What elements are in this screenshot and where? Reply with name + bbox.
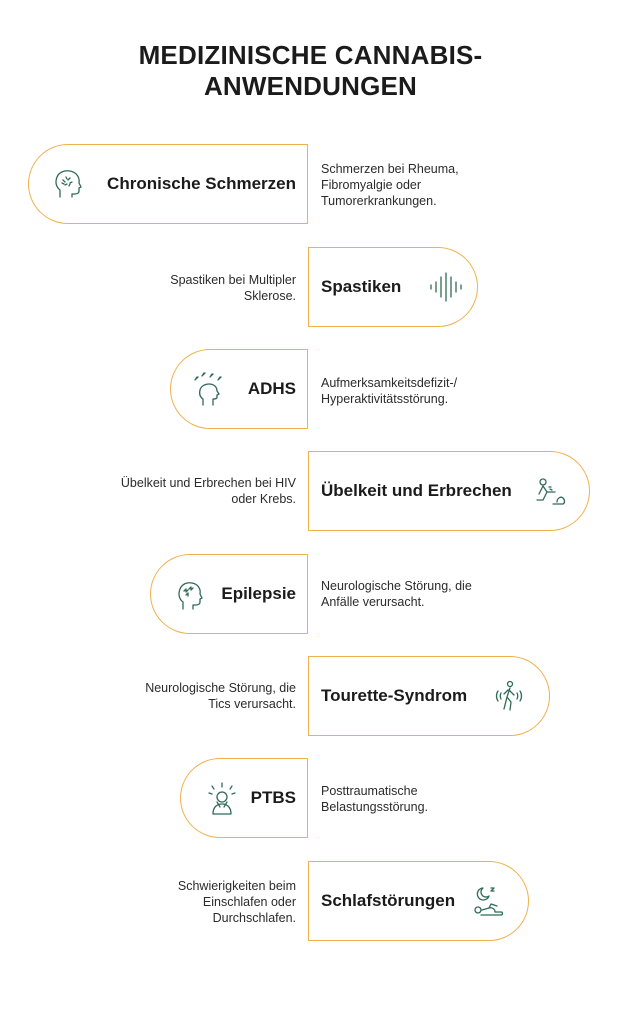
brain-head-icon — [51, 167, 85, 201]
twitching-person-icon — [492, 679, 526, 713]
pill-label: PTBS — [250, 788, 296, 807]
vomiting-person-icon — [533, 474, 567, 508]
desc-uebelkeit: Übelkeit und Erbrechen bei HIV oder Krebs. — [120, 476, 296, 506]
desc-tourette: Neurologische Störung, die Tics verursacht. — [145, 681, 296, 711]
head-lightning-icon — [193, 372, 227, 406]
stressed-person-icon — [205, 781, 239, 815]
desc-epilepsie: Neurologische Störung, die Anfälle verursacht. — [321, 579, 472, 609]
pill-chronische-schmerzen — [28, 144, 308, 224]
pill-adhs — [170, 349, 308, 429]
desc-adhs: Aufmerksamkeitsdefizit-/ Hyperaktivitätsstörung. — [321, 376, 458, 406]
pill-label: Übelkeit und Erbrechen — [321, 481, 512, 500]
sleeping-person-icon — [471, 884, 505, 918]
desc-ptbs: Posttraumatische Belastungsstörung. — [321, 784, 429, 814]
pill-label: ADHS — [247, 379, 296, 398]
pill-label: Schlafstörungen — [321, 891, 456, 910]
page-title — [0, 40, 621, 102]
desc-spastiken: Spastiken bei Multipler Sklerose. — [170, 273, 296, 303]
pill-label: Tourette-Syndrom — [321, 686, 468, 705]
desc-chronische-schmerzen: Schmerzen bei Rheuma, Fibromyalgie oder Tumorerkrankungen. — [321, 162, 459, 208]
pill-ptbs — [180, 758, 308, 838]
title-line-1: MEDIZINISCHE CANNABIS- — [138, 40, 483, 70]
pill-spastiken — [308, 247, 478, 327]
pill-label: Spastiken — [321, 277, 402, 296]
seizure-head-icon — [173, 577, 207, 611]
title-line-2: ANWENDUNGEN — [203, 71, 418, 101]
sound-wave-icon — [429, 270, 463, 304]
pill-uebelkeit — [308, 451, 590, 531]
pill-label: Chronische Schmerzen — [107, 174, 296, 193]
desc-schlafstoerungen: Schwierigkeiten beim Einschlafen oder Durchschlafen. — [177, 879, 296, 925]
pill-schlafstoerungen — [308, 861, 529, 941]
pill-epilepsie — [150, 554, 308, 634]
pill-tourette — [308, 656, 550, 736]
pill-label: Epilepsie — [221, 584, 296, 603]
